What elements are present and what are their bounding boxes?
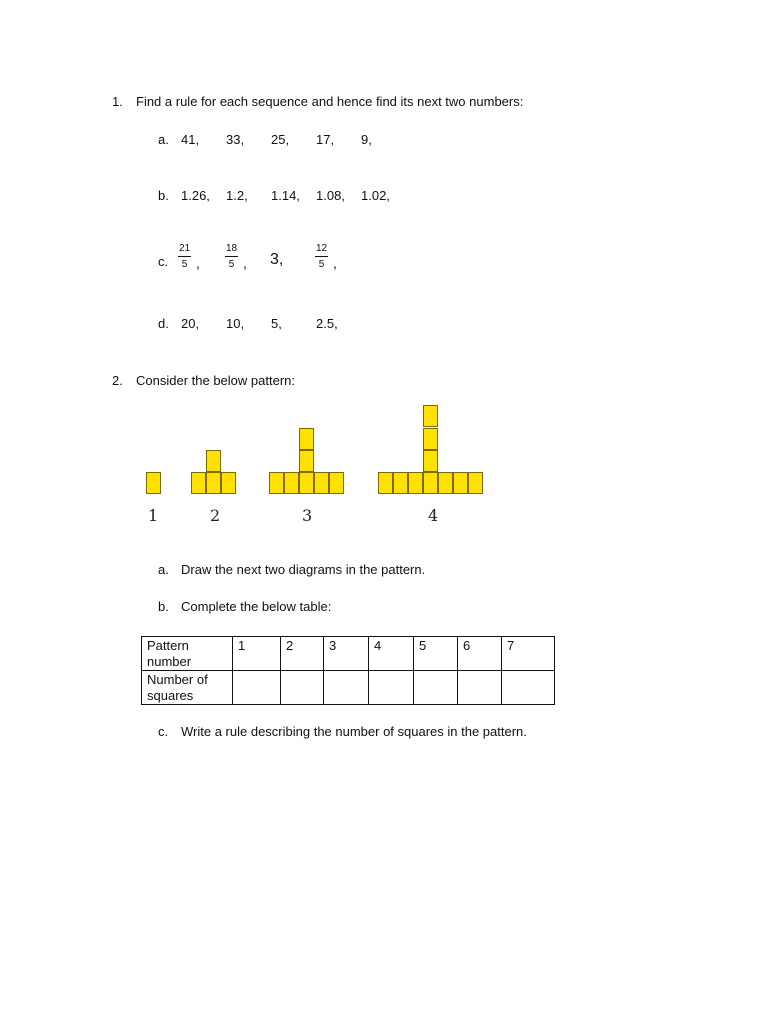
question-2-number: 2. bbox=[112, 373, 123, 388]
yellow-square bbox=[206, 472, 221, 494]
yellow-square bbox=[423, 428, 438, 450]
q1b-term: 1.26, bbox=[181, 188, 210, 203]
q1d-term: 20, bbox=[181, 316, 200, 331]
q1a-label: a. bbox=[158, 132, 169, 147]
q2b-label: b. bbox=[158, 599, 169, 614]
header-line: Pattern bbox=[147, 638, 189, 653]
fraction-numerator: 12 bbox=[315, 244, 328, 257]
q1b-term: 1.14, bbox=[271, 188, 300, 203]
q1b-term: 1.02, bbox=[361, 188, 390, 203]
fraction-numerator: 21 bbox=[178, 244, 191, 257]
q1b-term: 1.08, bbox=[316, 188, 345, 203]
yellow-square bbox=[423, 472, 438, 494]
q1d-term: 10, bbox=[226, 316, 245, 331]
table-cell: 7 bbox=[502, 637, 555, 671]
table-cell: 1 bbox=[233, 637, 281, 671]
yellow-square bbox=[468, 472, 483, 494]
yellow-square bbox=[393, 472, 408, 494]
pattern-label: 2 bbox=[210, 506, 221, 525]
q1c-fraction bbox=[225, 244, 238, 270]
q1d-label: d. bbox=[158, 316, 169, 331]
q1c-whole-term: 3, bbox=[270, 251, 284, 268]
q1a-term: 17, bbox=[316, 132, 335, 147]
header-line: squares bbox=[147, 688, 194, 703]
yellow-square bbox=[314, 472, 329, 494]
yellow-square bbox=[299, 428, 314, 450]
fraction-denominator: 5 bbox=[228, 259, 235, 270]
q1a-term: 33, bbox=[226, 132, 245, 147]
q1a-term: 25, bbox=[271, 132, 290, 147]
question-2-prompt: Consider the below pattern: bbox=[136, 373, 295, 388]
q2c-text: Write a rule describing the number of squares in the pattern. bbox=[181, 724, 527, 739]
yellow-square bbox=[146, 472, 161, 494]
yellow-square bbox=[299, 450, 314, 472]
answer-cell[interactable] bbox=[414, 671, 458, 705]
answer-cell[interactable] bbox=[281, 671, 324, 705]
pattern-label: 4 bbox=[428, 506, 439, 525]
q1c-comma: , bbox=[243, 255, 247, 271]
q1d-term: 5, bbox=[271, 316, 282, 331]
q2c-label: c. bbox=[158, 724, 169, 739]
table-header-cell bbox=[142, 671, 233, 705]
table-cell: 3 bbox=[324, 637, 369, 671]
yellow-square bbox=[191, 472, 206, 494]
table-cell: 5 bbox=[414, 637, 458, 671]
pattern-label: 1 bbox=[148, 506, 159, 525]
yellow-square bbox=[299, 472, 314, 494]
answer-cell[interactable] bbox=[502, 671, 555, 705]
q1c-fraction bbox=[315, 244, 328, 270]
yellow-square bbox=[269, 472, 284, 494]
question-1-prompt: Find a rule for each sequence and hence find its next two numbers: bbox=[136, 94, 524, 109]
answer-cell[interactable] bbox=[458, 671, 502, 705]
q1c-fraction bbox=[178, 244, 191, 270]
table-cell: 6 bbox=[458, 637, 502, 671]
fraction-denominator: 5 bbox=[318, 259, 325, 270]
q2b-text: Complete the below table: bbox=[181, 599, 332, 614]
pattern-table bbox=[141, 636, 555, 705]
answer-cell[interactable] bbox=[233, 671, 281, 705]
yellow-square bbox=[284, 472, 299, 494]
q1b-label: b. bbox=[158, 188, 169, 203]
answer-cell[interactable] bbox=[324, 671, 369, 705]
q1a-term: 41, bbox=[181, 132, 200, 147]
q1c-comma: , bbox=[196, 255, 200, 271]
table-cell: 2 bbox=[281, 637, 324, 671]
header-line: number bbox=[147, 654, 192, 669]
yellow-square bbox=[378, 472, 393, 494]
yellow-square bbox=[423, 450, 438, 472]
q1a-term: 9, bbox=[361, 132, 372, 147]
q1d-term: 2.5, bbox=[316, 316, 338, 331]
yellow-square bbox=[221, 472, 236, 494]
table-header-cell bbox=[142, 637, 233, 671]
fraction-denominator: 5 bbox=[181, 259, 188, 270]
yellow-square bbox=[206, 450, 221, 472]
header-line: Number of bbox=[147, 672, 208, 687]
yellow-square bbox=[438, 472, 453, 494]
table-row bbox=[142, 637, 555, 671]
q2a-label: a. bbox=[158, 562, 169, 577]
q1c-label: c. bbox=[158, 254, 169, 269]
q1b-term: 1.2, bbox=[226, 188, 248, 203]
table-row bbox=[142, 671, 555, 705]
fraction-numerator: 18 bbox=[225, 244, 238, 257]
answer-cell[interactable] bbox=[369, 671, 414, 705]
yellow-square bbox=[329, 472, 344, 494]
table-cell: 4 bbox=[369, 637, 414, 671]
pattern-label: 3 bbox=[302, 506, 313, 525]
q2a-text: Draw the next two diagrams in the pattern. bbox=[181, 562, 426, 577]
yellow-square bbox=[423, 405, 438, 427]
yellow-square bbox=[453, 472, 468, 494]
question-1-number: 1. bbox=[112, 94, 123, 109]
yellow-square bbox=[408, 472, 423, 494]
q1c-comma: , bbox=[333, 255, 337, 271]
